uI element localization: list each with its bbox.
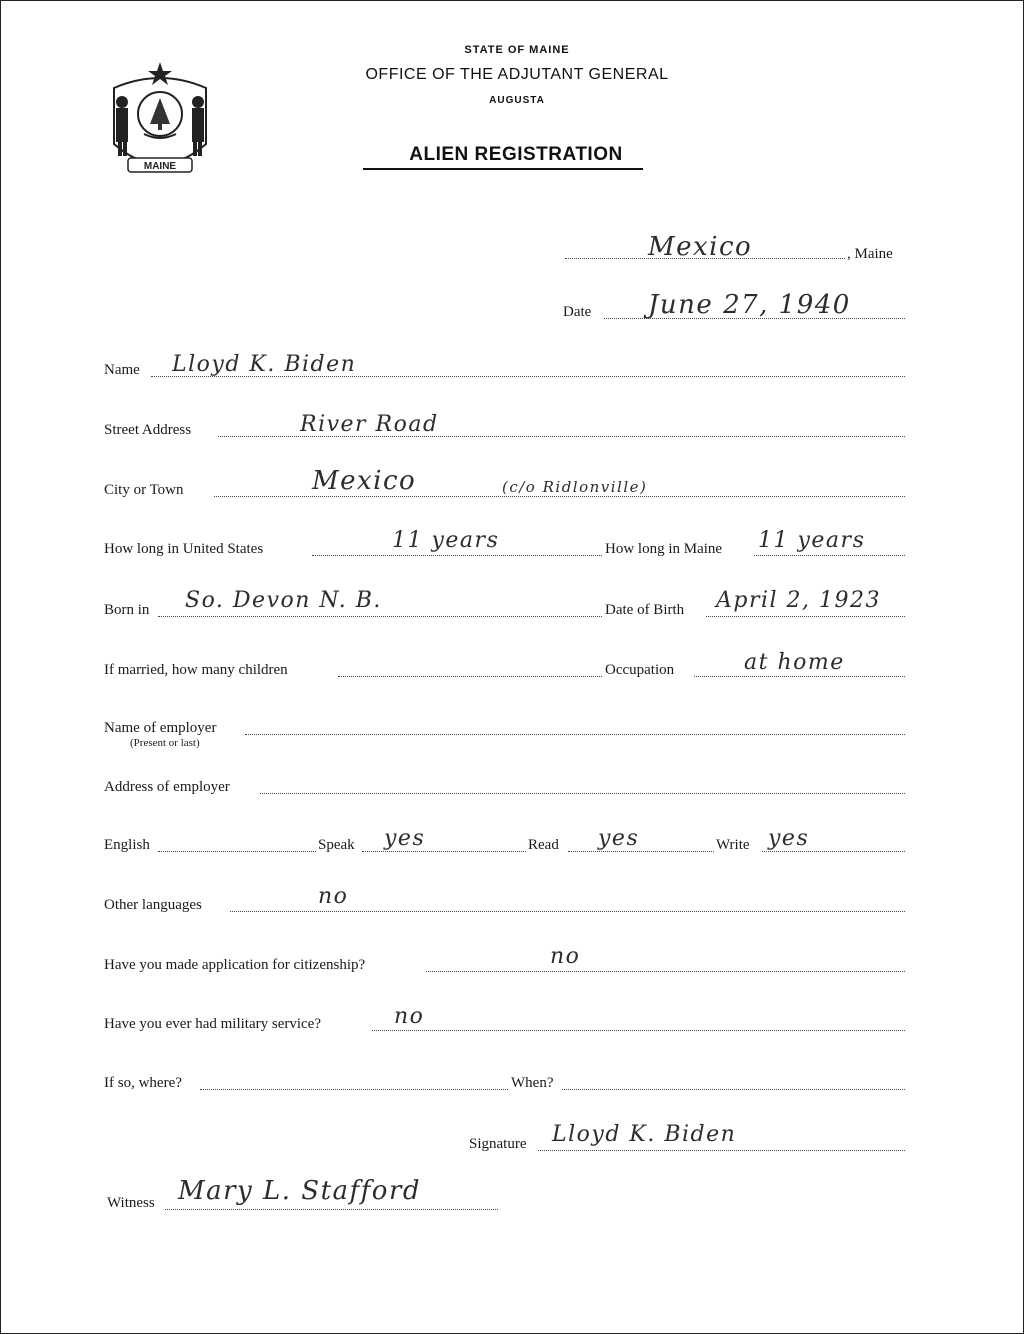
children-label: If married, how many children — [104, 662, 288, 678]
signature-label: Signature — [469, 1136, 527, 1152]
city-heading: AUGUSTA — [489, 95, 545, 106]
other-languages-dotted-line — [230, 911, 905, 912]
title-underline — [363, 168, 643, 170]
citizenship-value: no — [550, 944, 581, 969]
born-in-value: So. Devon N. B. — [185, 588, 382, 613]
maine-label: , Maine — [847, 246, 893, 262]
date-of-birth-value: April 2, 1923 — [716, 588, 882, 613]
city-label: City or Town — [104, 482, 184, 498]
city-value: Mexico — [312, 466, 417, 496]
employer-name-sublabel: (Present or last) — [130, 737, 200, 749]
other-languages-value: no — [318, 884, 349, 909]
state-heading: STATE OF MAINE — [464, 44, 570, 56]
born-in-dotted-line — [158, 616, 602, 617]
svg-text:MAINE: MAINE — [143, 161, 177, 172]
other-languages-label: Other languages — [104, 897, 202, 913]
military-value: no — [394, 1004, 425, 1029]
write-value: yes — [768, 826, 810, 851]
read-value: yes — [598, 826, 640, 851]
how-long-maine-dotted-line — [754, 555, 905, 556]
page-title: ALIEN REGISTRATION — [409, 144, 623, 165]
when-label: When? — [511, 1075, 554, 1091]
if-so-where-label: If so, where? — [104, 1075, 182, 1091]
write-dotted-line — [762, 851, 905, 852]
how-long-us-dotted-line — [312, 555, 602, 556]
occupation-value: at home — [744, 650, 845, 675]
born-in-label: Born in — [104, 602, 150, 618]
citizenship-label: Have you made application for citizenship? — [104, 957, 366, 973]
military-dotted-line — [372, 1030, 905, 1031]
employer-address-dotted-line — [260, 793, 905, 794]
if-so-where-dotted-line — [200, 1089, 508, 1090]
date-of-birth-dotted-line — [706, 616, 905, 617]
city-note-value: (c/o Ridlonville) — [502, 478, 648, 496]
english-dotted-line — [158, 851, 316, 852]
date-of-birth-label: Date of Birth — [605, 602, 685, 618]
name-label: Name — [104, 362, 140, 378]
date-value: June 27, 1940 — [648, 290, 851, 320]
children-dotted-line — [338, 676, 602, 677]
how-long-maine-value: 11 years — [758, 528, 866, 553]
write-label: Write — [716, 837, 750, 853]
employer-name-label: Name of employer — [104, 720, 217, 736]
signature-dotted-line — [538, 1150, 905, 1151]
when-dotted-line — [562, 1089, 905, 1090]
signature-value: Lloyd K. Biden — [552, 1122, 737, 1147]
street-label: Street Address — [104, 422, 192, 438]
english-label: English — [104, 837, 150, 853]
city-dotted-line — [214, 496, 905, 497]
employer-address-label: Address of employer — [104, 779, 230, 795]
employer-name-dotted-line — [245, 734, 905, 735]
how-long-us-value: 11 years — [392, 528, 500, 553]
speak-dotted-line — [362, 851, 526, 852]
witness-label: Witness — [107, 1195, 155, 1211]
read-label: Read — [528, 837, 559, 853]
read-dotted-line — [568, 851, 714, 852]
town-value: Mexico — [648, 232, 753, 262]
military-label: Have you ever had military service? — [104, 1016, 321, 1032]
how-long-maine-label: How long in Maine — [605, 541, 723, 557]
name-value: Lloyd K. Biden — [172, 352, 357, 377]
speak-label: Speak — [318, 837, 355, 853]
occupation-label: Occupation — [605, 662, 675, 678]
office-heading: OFFICE OF THE ADJUTANT GENERAL — [365, 66, 669, 83]
speak-value: yes — [384, 826, 426, 851]
date-label: Date — [563, 304, 592, 320]
witness-dotted-line — [165, 1209, 498, 1210]
how-long-us-label: How long in United States — [104, 541, 264, 557]
street-value: River Road — [300, 412, 439, 437]
occupation-dotted-line — [694, 676, 905, 677]
citizenship-dotted-line — [426, 971, 905, 972]
witness-value: Mary L. Stafford — [178, 1176, 422, 1206]
